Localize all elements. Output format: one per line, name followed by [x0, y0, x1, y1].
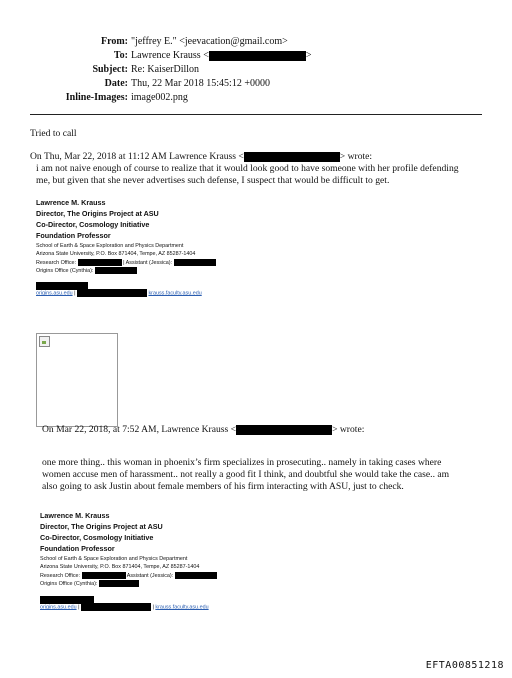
sig-address: Arizona State University, P.O. Box 871404, Tempe, AZ 85287-1404 [36, 251, 196, 257]
sig-title-2: Co-Director, Cosmology Initiative [36, 220, 150, 229]
quote2-intro: On Mar 22, 2018, at 7:52 AM, Lawrence Krauss < [42, 424, 237, 435]
quote1-intro: On Thu, Mar 22, 2018 at 11:12 AM Lawrence Krauss < [30, 151, 244, 162]
redaction-block [236, 425, 332, 435]
sig-origins-label: Origins Office (Cynthia): [36, 267, 94, 274]
redaction-block [174, 259, 216, 266]
quote1-line-2: me, but given that she never advertises such defense, I suspect that would be difficult to get. [36, 175, 390, 186]
quote2-wrote: > wrote: [332, 424, 365, 435]
quote2-line-3: also going to ask Justin about female members of his firm interacting with ASU, just to check. [42, 481, 404, 492]
link-separator: | [78, 604, 80, 611]
krauss-faculty-link[interactable]: krauss.faculty.asu.edu [148, 290, 202, 297]
from-label: From: [100, 36, 128, 47]
origins-link[interactable]: origins.asu.edu [40, 604, 77, 611]
sig-research-label: Research Office: [36, 259, 77, 266]
subject-value: Re: KaiserDillon [131, 64, 200, 75]
quote1-header [30, 151, 372, 163]
sig-origins-row [36, 267, 137, 275]
sig2-origins-row [40, 580, 139, 588]
quote1-line-1: i am not naive enough of course to realize that it would look good to have someone with her profile defending [36, 163, 459, 174]
date-value: Thu, 22 Mar 2018 15:45:12 +0000 [131, 78, 270, 89]
sig2-origins-label: Origins Office (Cynthia): [40, 580, 98, 587]
from-row [0, 36, 288, 47]
header-divider [30, 114, 482, 115]
redaction-block [175, 572, 217, 579]
inline-images-label: Inline-Images: [65, 92, 128, 103]
inline-image-placeholder [36, 333, 118, 427]
sig2-research-row [40, 572, 217, 580]
broken-image-icon [39, 336, 50, 347]
sig-dept: School of Earth & Space Exploration and Physics Department [36, 243, 184, 249]
redaction-block [244, 152, 340, 162]
redaction-block [78, 259, 122, 266]
link-separator: | [152, 604, 154, 611]
to-suffix: > [305, 50, 312, 61]
subject-label: Subject: [92, 64, 128, 75]
sig2-research-label: Research Office: [40, 572, 81, 579]
inline-images-row [0, 92, 188, 103]
sig2-name: Lawrence M. Krauss [40, 511, 110, 520]
redaction-block [81, 603, 154, 611]
date-row [0, 78, 270, 89]
sig-assistant-label: | Assistant (Jessica): [123, 259, 173, 266]
quote2-line-1: one more thing.. this woman in phoenix’s firm specializes in prosecuting.. namely in taking cases where [42, 457, 442, 468]
sig2-title-1: Director, The Origins Project at ASU [40, 522, 163, 531]
redaction-block [99, 580, 139, 587]
date-label: Date: [104, 78, 128, 89]
sig-links-row [36, 289, 202, 298]
to-value: Lawrence Krauss < [131, 50, 209, 61]
to-label: To: [113, 50, 128, 61]
link-separator: | [74, 290, 76, 297]
origins-link[interactable]: origins.asu.edu [36, 290, 73, 297]
greeting-text: Tried to call [30, 128, 77, 139]
subject-row [0, 64, 199, 75]
redaction-block [82, 572, 126, 579]
krauss-faculty-link[interactable]: krauss.faculty.asu.edu [155, 604, 209, 611]
sig-name: Lawrence M. Krauss [36, 198, 106, 207]
inline-images-value: image002.png [131, 92, 188, 103]
sig-research-row [36, 259, 216, 267]
redaction-block [209, 51, 306, 61]
sig2-dept: School of Earth & Space Exploration and Physics Department [40, 556, 188, 562]
sig2-assistant-label: Assistant (Jessica): [126, 572, 174, 579]
redaction-block [95, 267, 137, 274]
bates-number: EFTA00851218 [425, 660, 504, 671]
sig2-title-3: Foundation Professor [40, 544, 115, 553]
sig-title-3: Foundation Professor [36, 231, 111, 240]
sig2-address: Arizona State University, P.O. Box 871404, Tempe, AZ 85287-1404 [40, 564, 200, 570]
redaction-block [77, 289, 147, 297]
to-row [0, 50, 311, 61]
quote2-line-2: women accuse men of harassment.. not really a good fit I think, and doubtful she would take the case.. am [42, 469, 450, 480]
quote2-header [42, 424, 364, 436]
sig2-links-row [40, 603, 209, 612]
sig-title-1: Director, The Origins Project at ASU [36, 209, 159, 218]
from-value: "jeffrey E." <jeevacation@gmail.com> [131, 36, 288, 47]
sig2-title-2: Co-Director, Cosmology Initiative [40, 533, 154, 542]
quote1-wrote: > wrote: [339, 151, 373, 162]
